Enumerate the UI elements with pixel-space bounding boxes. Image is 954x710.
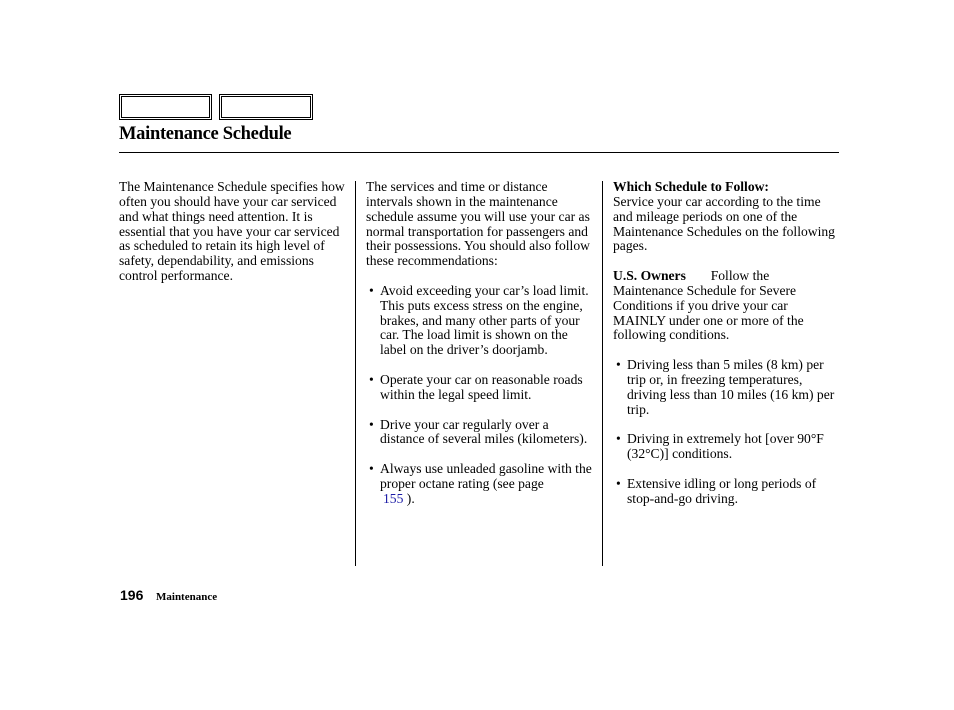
title-divider xyxy=(119,152,839,153)
section-heading: Which Schedule to Follow: xyxy=(613,179,769,194)
intro-paragraph: The Maintenance Schedule specifies how often you should have your car serviced and what things need attention. It is essential that you have your car serviced as scheduled to retain its high level of safety, dependability, and emissions control performance. xyxy=(119,179,345,284)
bullet-icon: • xyxy=(369,282,374,298)
column-divider-1 xyxy=(355,181,356,566)
bullet-icon: • xyxy=(616,357,621,373)
schedule-paragraph: Service your car according to the time and mileage periods on one of the Maintenance Schedules on the following pages. xyxy=(613,193,835,254)
list-item: • Drive your car regularly over a distance of several miles (kilometers). xyxy=(369,416,588,447)
list-item: • Always use unleaded gasoline with the proper octane rating (see page 155 ). xyxy=(369,461,592,506)
bullet-icon: • xyxy=(616,475,621,491)
bullet-icon: • xyxy=(369,461,374,477)
bullet-icon: • xyxy=(616,431,621,447)
page-title: Maintenance Schedule xyxy=(119,124,292,144)
owners-paragraph: Follow the Maintenance Schedule for Severe Conditions if you drive your car MAINLY under one or more of the following conditions. xyxy=(613,268,804,343)
bullet-icon: • xyxy=(369,416,374,432)
recommendations-intro: The services and time or distance intervals shown in the maintenance schedule assume you will use your car as normal transportation for passengers and their possessions. You should also follow these recommendations: xyxy=(366,179,590,269)
list-item: • Avoid exceeding your car’s load limit. This puts excess stress on the engine, brakes, and many other parts of your car. The load limit is shown on the label on the driver’s doorjamb. xyxy=(369,282,589,358)
column-2 xyxy=(366,180,594,521)
page-number: 196 xyxy=(120,587,144,603)
list-item: • Operate your car on reasonable roads within the legal speed limit. xyxy=(369,371,583,402)
next-page-button[interactable] xyxy=(219,94,313,120)
list-item: • Extensive idling or long periods of stop-and-go driving. xyxy=(616,475,817,506)
bullet-icon: • xyxy=(369,371,374,387)
column-3 xyxy=(613,180,839,521)
previous-page-button[interactable] xyxy=(119,94,212,120)
list-item: • Driving in extremely hot [over 90°F (32°C)] conditions. xyxy=(616,431,824,462)
owners-label: U.S. Owners xyxy=(613,268,686,284)
column-divider-2 xyxy=(602,181,603,566)
list-item: • Driving less than 5 miles (8 km) per trip or, in freezing temperatures, driving less than 10 miles (16 km) per trip. xyxy=(616,357,835,417)
column-1 xyxy=(119,180,349,299)
section-name: Maintenance xyxy=(156,591,218,603)
page-link-155[interactable]: 155 xyxy=(383,490,404,506)
